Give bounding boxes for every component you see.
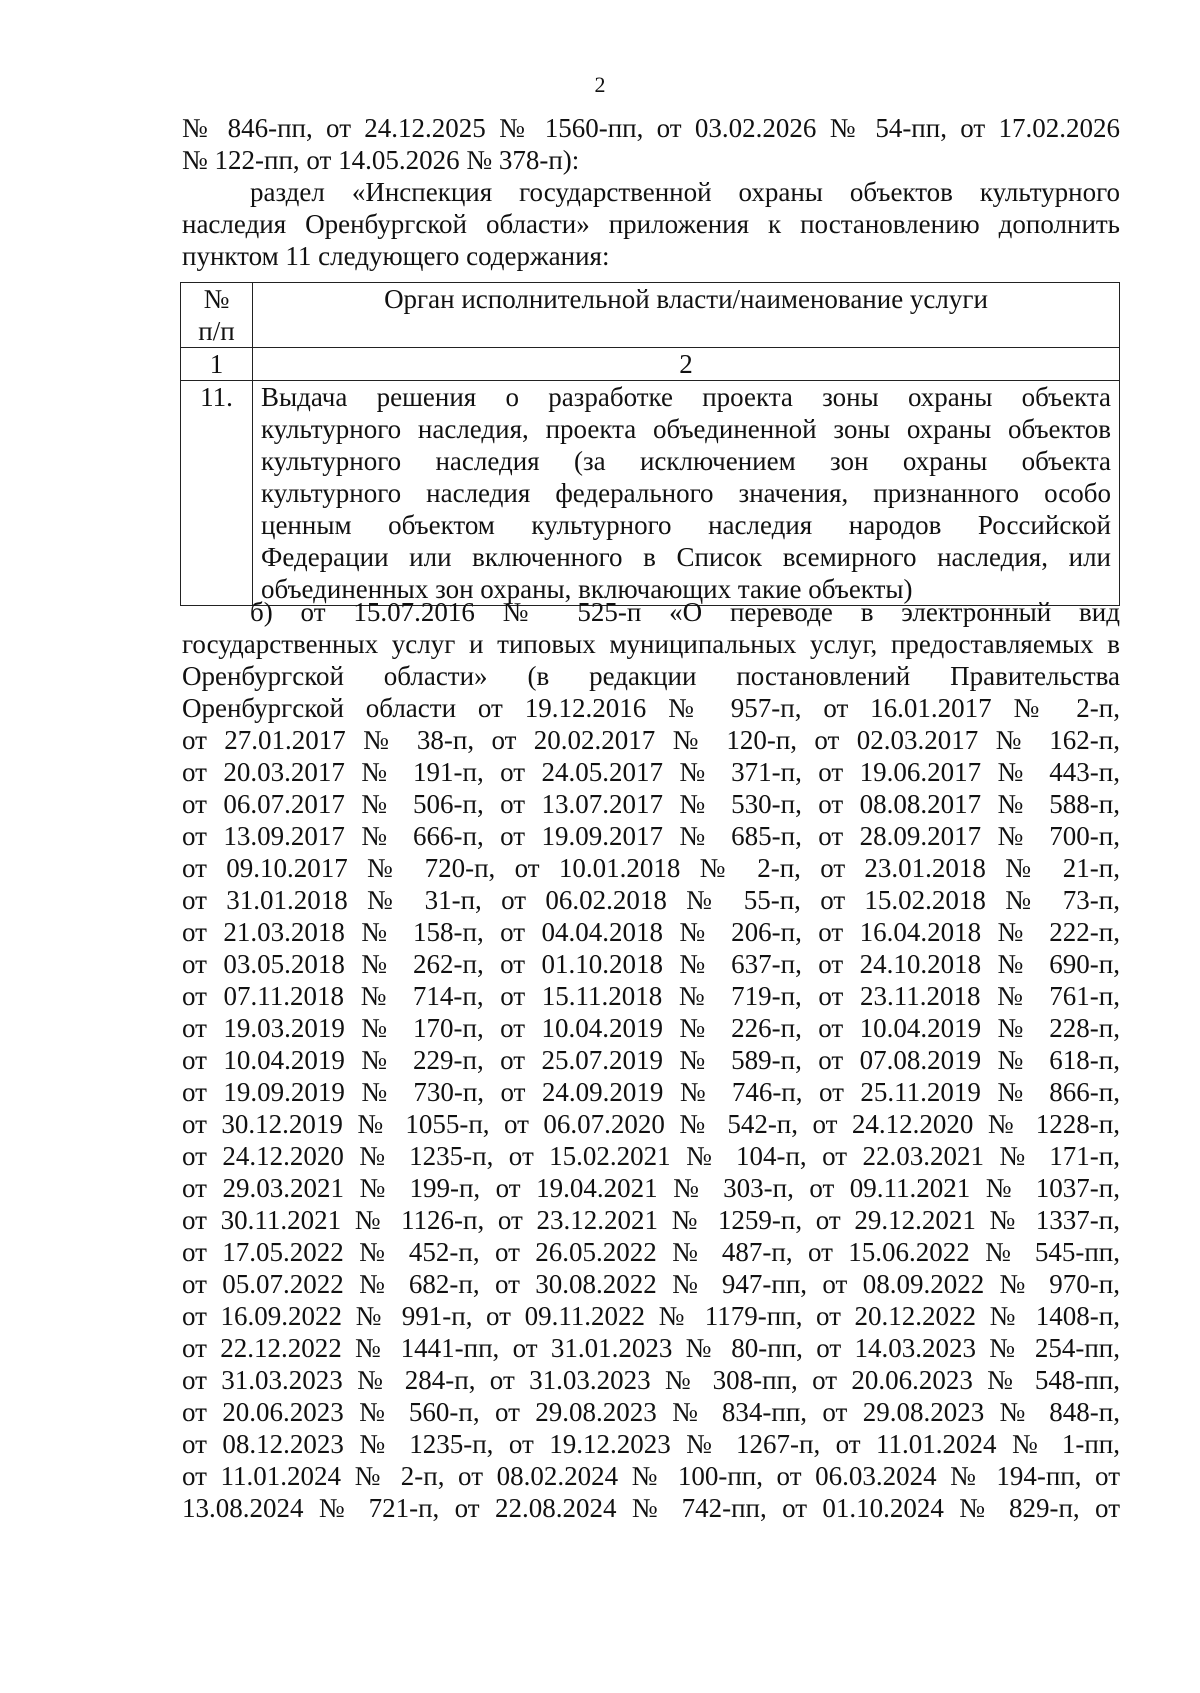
row-text-line: культурного наследия (за исключением зон охраны объекта — [261, 446, 1111, 476]
page-number: 2 — [594, 72, 606, 97]
paragraph-b-line: от 31.03.2023 № 284-п, от 31.03.2023 № 308-пп, от 20.06.2023 № 548-пп, — [182, 1365, 1120, 1395]
paragraph-b-line: от 07.11.2018 № 714-п, от 15.11.2018 № 719-п, от 23.11.2018 № 761-п, — [182, 981, 1120, 1011]
paragraph-b-line: от 19.09.2019 № 730-п, от 24.09.2019 № 746-п, от 25.11.2019 № 866-п, — [182, 1077, 1120, 1107]
paragraph-b-line: от 30.12.2019 № 1055-п, от 06.07.2020 № 542-п, от 24.12.2020 № 1228-п, — [182, 1109, 1120, 1139]
row-text-line: культурного наследия федерального значения, признанного особо — [261, 478, 1111, 508]
paragraph-b-line: от 30.11.2021 № 1126-п, от 23.12.2021 № 1259-п, от 29.12.2021 № 1337-п, — [182, 1205, 1120, 1235]
table-row — [181, 381, 1120, 606]
table-header-row — [181, 283, 1120, 348]
intro-line: № 122-пп, от 14.05.2026 № 378-п): — [182, 145, 580, 175]
paragraph-b-line: от 31.01.2018 № 31-п, от 06.02.2018 № 55-п, от 15.02.2018 № 73-п, — [182, 885, 1120, 915]
paragraph-b-line: от 03.05.2018 № 262-п, от 01.10.2018 № 637-п, от 24.10.2018 № 690-п, — [182, 949, 1120, 979]
paragraph-b-line: от 13.09.2017 № 666-п, от 19.09.2017 № 685-п, от 28.09.2017 № 700-п, — [182, 821, 1120, 851]
index-cell: 2 — [253, 348, 1120, 381]
paragraph-b-line: 13.08.2024 № 721-п, от 22.08.2024 № 742-пп, от 01.10.2024 № 829-п, от — [182, 1493, 1120, 1523]
paragraph-b-line: от 16.09.2022 № 991-п, от 09.11.2022 № 1179-пп, от 20.12.2022 № 1408-п, — [182, 1301, 1120, 1331]
paragraph-b-line: от 06.07.2017 № 506-п, от 13.07.2017 № 530-п, от 08.08.2017 № 588-п, — [182, 789, 1120, 819]
row-text-line: культурного наследия, проекта объединенной зоны охраны объектов — [261, 414, 1111, 444]
header-number-cell — [181, 283, 253, 348]
paragraph-b-line: от 11.01.2024 № 2-п, от 08.02.2024 № 100-пп, от 06.03.2024 № 194-пп, от — [182, 1461, 1120, 1491]
table-index-row — [181, 348, 1120, 381]
row-text-line: объединенных зон охраны, включающих такие объекты) — [261, 574, 913, 604]
section-line: раздел «Инспекция государственной охраны объектов культурного — [250, 177, 1120, 207]
row-text-cell — [253, 381, 1120, 606]
paragraph-b-line: б) от 15.07.2016 № 525-п «О переводе в электронный вид — [250, 597, 1120, 627]
header-number-line: п/п — [198, 316, 235, 346]
paragraph-b-line: государственных услуг и типовых муниципальных услуг, предоставляемых в — [182, 629, 1120, 659]
paragraph-b-line: от 19.03.2019 № 170-п, от 10.04.2019 № 226-п, от 10.04.2019 № 228-п, — [182, 1013, 1120, 1043]
row-text-line: ценным объектом культурного наследия народов Российской — [261, 510, 1111, 540]
intro-paragraph — [182, 112, 1120, 176]
paragraph-b-line: от 09.10.2017 № 720-п, от 10.01.2018 № 2-п, от 23.01.2018 № 21-п, — [182, 853, 1120, 883]
paragraph-b-line: от 27.01.2017 № 38-п, от 20.02.2017 № 120-п, от 02.03.2017 № 162-п, — [182, 725, 1120, 755]
paragraph-b-line: от 21.03.2018 № 158-п, от 04.04.2018 № 206-п, от 16.04.2018 № 222-п, — [182, 917, 1120, 947]
paragraph-b-line: от 20.03.2017 № 191-п, от 24.05.2017 № 371-п, от 19.06.2017 № 443-п, — [182, 757, 1120, 787]
paragraph-b-line: от 20.06.2023 № 560-п, от 29.08.2023 № 834-пп, от 29.08.2023 № 848-п, — [182, 1397, 1120, 1427]
paragraph-b-line: от 05.07.2022 № 682-п, от 30.08.2022 № 947-пп, от 08.09.2022 № 970-п, — [182, 1269, 1120, 1299]
paragraph-b-line: от 22.12.2022 № 1441-пп, от 31.01.2023 № 80-пп, от 14.03.2023 № 254-пп, — [182, 1333, 1120, 1363]
paragraph-b — [182, 596, 1120, 1524]
section-paragraph — [182, 176, 1120, 272]
paragraph-b-line: от 24.12.2020 № 1235-п, от 15.02.2021 № 104-п, от 22.03.2021 № 171-п, — [182, 1141, 1120, 1171]
intro-line: № 846-пп, от 24.12.2025 № 1560-пп, от 03.02.2026 № 54-пп, от 17.02.2026 — [182, 113, 1120, 143]
paragraph-b-line: Оренбургской области от 19.12.2016 № 957-п, от 16.01.2017 № 2-п, — [182, 693, 1120, 723]
row-text-line: Федерации или включенного в Список всемирного наследия, или — [261, 542, 1111, 572]
paragraph-b-line: от 10.04.2019 № 229-п, от 25.07.2019 № 589-п, от 07.08.2019 № 618-п, — [182, 1045, 1120, 1075]
paragraph-b-line: от 17.05.2022 № 452-п, от 26.05.2022 № 487-п, от 15.06.2022 № 545-пп, — [182, 1237, 1120, 1267]
paragraph-b-line: Оренбургской области» (в редакции постановлений Правительства — [182, 661, 1120, 691]
row-text-line: Выдача решения о разработке проекта зоны охраны объекта — [261, 382, 1111, 412]
services-table — [180, 282, 1120, 606]
index-cell: 1 — [181, 348, 253, 381]
section-line: наследия Оренбургской области» приложения к постановлению дополнить — [182, 209, 1120, 239]
row-number-cell: 11. — [181, 381, 253, 606]
header-number-line: № — [203, 284, 230, 314]
header-title-cell: Орган исполнительной власти/наименование услуги — [253, 283, 1120, 348]
section-line: пунктом 11 следующего содержания: — [182, 241, 610, 271]
paragraph-b-line: от 29.03.2021 № 199-п, от 19.04.2021 № 303-п, от 09.11.2021 № 1037-п, — [182, 1173, 1120, 1203]
paragraph-b-line: от 08.12.2023 № 1235-п, от 19.12.2023 № 1267-п, от 11.01.2024 № 1-пп, — [182, 1429, 1120, 1459]
